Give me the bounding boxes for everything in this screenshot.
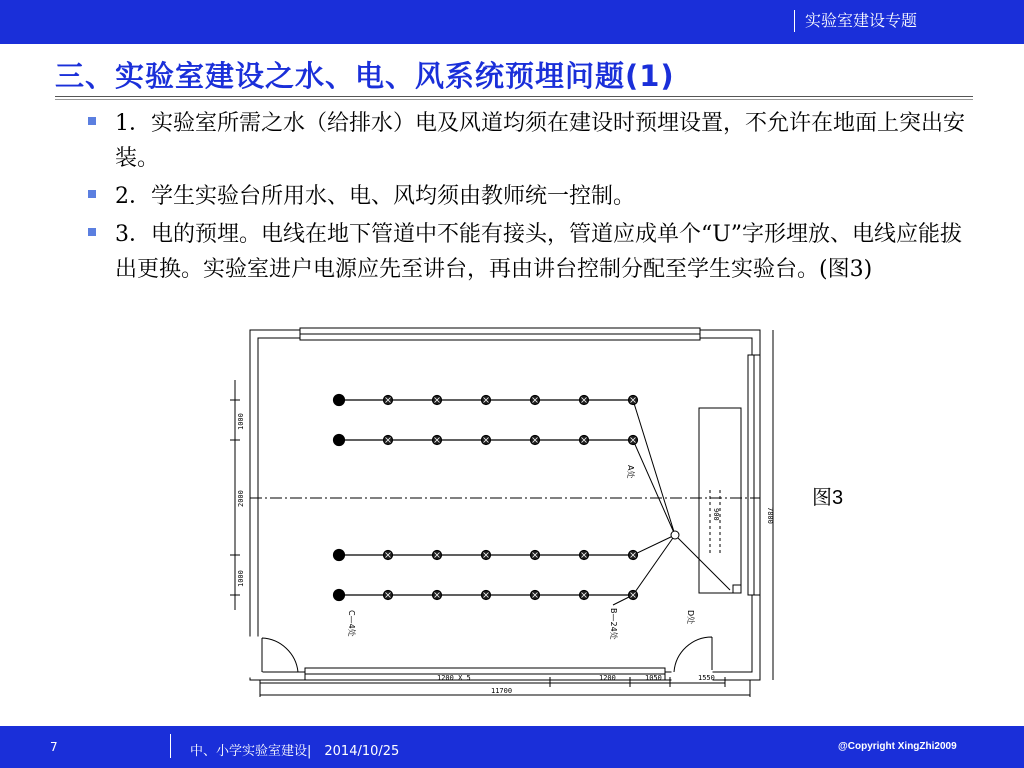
dim-bottom-2: 1200 bbox=[599, 674, 616, 682]
circuit-label-c: C—4处 bbox=[347, 610, 356, 637]
slide-title: 三、实验室建设之水、电、风系统预埋问题(1) bbox=[55, 59, 675, 93]
dim-left-2: 2000 bbox=[237, 490, 245, 507]
square-bullet-icon bbox=[88, 117, 96, 125]
title-divider-thin bbox=[55, 99, 973, 100]
footer-divider bbox=[170, 734, 171, 758]
bullet-item bbox=[88, 217, 978, 287]
power-inlet-dot bbox=[334, 395, 345, 406]
inner-wall bbox=[258, 338, 752, 672]
bullet-text: 3．电的预埋。电线在地下管道中不能有接头，管道应成单个“U”字形埋放、电线应能拔出更换。实验室进户电源应先至讲台，再由讲台控制分配至学生实验台。(图3) bbox=[115, 222, 963, 282]
footer-course: 中、小学实验室建设| 2014/10/25 bbox=[190, 744, 400, 759]
dim-bottom-4: 1550 bbox=[698, 674, 715, 682]
dim-right-total: 7800 bbox=[766, 507, 774, 524]
power-inlet-dot bbox=[334, 435, 345, 446]
bullet-text: 2．学生实验台所用水、电、风均须由教师统一控制。 bbox=[115, 184, 635, 209]
door-left-gap bbox=[250, 637, 262, 677]
bullet-list bbox=[88, 106, 978, 290]
header-topic: 实验室建设专题 bbox=[794, 10, 917, 32]
dim-left-1: 1000 bbox=[237, 413, 245, 430]
dim-left-3: 1000 bbox=[237, 570, 245, 587]
power-inlet-dot bbox=[334, 590, 345, 601]
outer-wall bbox=[250, 330, 760, 680]
circuit-label-d: D处 bbox=[686, 610, 695, 625]
square-bullet-icon bbox=[88, 190, 96, 198]
dim-bottom-1: 1200 X 5 bbox=[437, 674, 471, 682]
floor-plan-figure bbox=[225, 325, 785, 705]
figure-label: 图3 bbox=[812, 487, 844, 509]
door-right bbox=[674, 637, 712, 672]
footer-copyright: @Copyright XingZhi2009 bbox=[838, 741, 957, 752]
wiring-lines bbox=[613, 400, 730, 605]
bullet-text: 1．实验室所需之水（给排水）电及风道均须在建设时预埋设置，不允许在地面上突出安装。 bbox=[115, 111, 965, 171]
square-bullet-icon bbox=[88, 228, 96, 236]
bullet-item bbox=[88, 106, 978, 176]
dim-right-inner: 900 bbox=[712, 508, 720, 521]
dim-bottom-3: 1050 bbox=[645, 674, 662, 682]
bullet-item bbox=[88, 179, 978, 214]
circuit-label-b: B—24处 bbox=[609, 608, 618, 640]
title-divider bbox=[55, 96, 973, 97]
dim-total-width: 11700 bbox=[491, 687, 513, 695]
door-left bbox=[262, 638, 298, 672]
circuit-label-a: A处 bbox=[626, 465, 635, 479]
page-number: 7 bbox=[50, 740, 58, 754]
power-inlet-dot bbox=[334, 550, 345, 561]
